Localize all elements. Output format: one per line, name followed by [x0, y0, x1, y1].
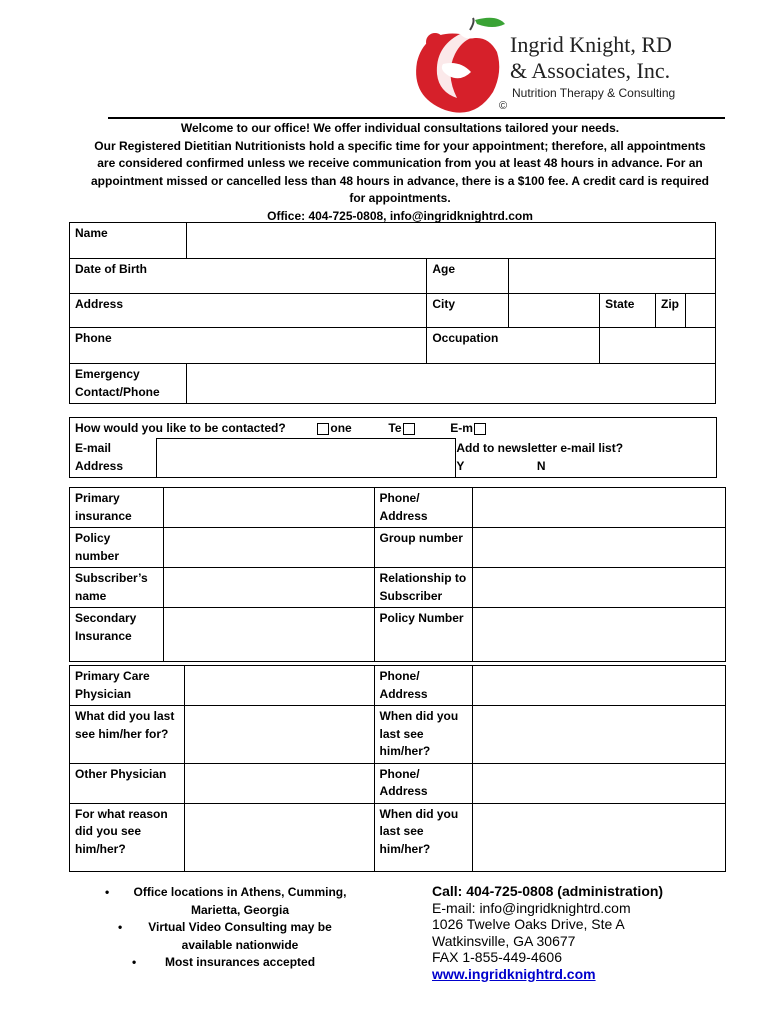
other-reason-field[interactable] [184, 803, 374, 871]
insurance-phone-label: Phone/ Address [374, 488, 473, 528]
city-label: City [427, 294, 509, 328]
pcp-phone-field[interactable] [473, 666, 726, 706]
city-field[interactable] [509, 294, 600, 328]
insurance-phone-field[interactable] [473, 488, 726, 528]
subscriber-name-label: Subscriber’s name [70, 568, 164, 608]
footer-address-line1: 1026 Twelve Oaks Drive, Ste A [432, 916, 625, 932]
office-contact-line: Office: 404-725-0808, info@ingridknightrd.com [267, 208, 533, 223]
footer-email: E-mail: info@ingridknightrd.com [432, 899, 631, 916]
contact-phone-option[interactable]: one [316, 420, 351, 438]
name-label: Name [70, 223, 187, 259]
occupation-label: Occupation [427, 328, 600, 364]
newsletter-question: Add to newsletter e-mail list? [456, 441, 624, 455]
dob-label: Date of Birth [70, 259, 427, 294]
age-label: Age [427, 259, 509, 294]
relationship-label: Relationship to Subscriber [374, 568, 473, 608]
pcp-when-label: When did you last see him/her? [374, 706, 473, 764]
zip-label: Zip [656, 294, 686, 328]
name-field[interactable] [186, 223, 715, 259]
occupation-field[interactable] [600, 328, 716, 364]
contact-question-row [70, 418, 717, 439]
zip-field[interactable] [686, 294, 716, 328]
logo-company-name: Ingrid Knight, RD [510, 32, 672, 57]
newsletter-yes[interactable]: Y [456, 458, 465, 473]
office-info-bullets [100, 884, 380, 972]
newsletter-no[interactable]: N [536, 458, 546, 473]
policy-number-label: Policy number [70, 528, 164, 568]
other-physician-field[interactable] [184, 763, 374, 803]
physician-table [69, 665, 726, 872]
emergency-field[interactable] [186, 364, 715, 404]
emergency-label: Emergency Contact/Phone [70, 364, 187, 404]
other-when-label: When did you last see him/her? [374, 803, 473, 871]
intro-line: appointment missed or cancelled less than 48 hours in advance, there is a $100 fee. A credit card is required [90, 173, 709, 188]
group-number-label: Group number [374, 528, 473, 568]
contact-text-option[interactable]: Te [388, 420, 415, 438]
logo-tagline: Nutrition Therapy & Consulting [512, 86, 676, 100]
other-phone-label: Phone/ Address [374, 763, 473, 803]
subscriber-name-field[interactable] [163, 568, 374, 608]
intro-line: for appointments. [349, 191, 451, 205]
bullet-item: • Most insurances accepted [100, 954, 380, 972]
phone-checkbox[interactable] [317, 423, 329, 435]
contact-preference-table [69, 417, 717, 478]
pcp-reason-field[interactable] [184, 706, 374, 764]
address-label: Address [70, 294, 427, 328]
relationship-field[interactable] [473, 568, 726, 608]
intro-line: Our Registered Dietitian Nutritionists hold a specific time for your appointment; therefore, all appointments [94, 138, 706, 153]
email-field[interactable] [156, 438, 455, 478]
call-line: Call: 404-725-0808 (administration) [432, 883, 664, 899]
copyright-mark: © [499, 100, 508, 112]
email-label: E-mail Address [70, 438, 157, 478]
footer-fax: FAX 1-855-449-4606 [432, 949, 562, 965]
phone-label: Phone [70, 328, 427, 364]
age-field[interactable] [509, 259, 716, 294]
contact-block [432, 883, 663, 982]
insurance-table [69, 487, 726, 662]
pcp-label: Primary Care Physician [70, 666, 185, 706]
secondary-policy-label: Policy Number [374, 608, 473, 662]
secondary-policy-field[interactable] [473, 608, 726, 662]
email-checkbox[interactable] [474, 423, 486, 435]
pcp-phone-label: Phone/ Address [374, 666, 473, 706]
logo-company-name-line2: & Associates, Inc. [510, 58, 671, 83]
pcp-field[interactable] [184, 666, 374, 706]
personal-info-table [69, 222, 716, 404]
footer-address-line2: Watkinsville, GA 30677 [432, 932, 576, 949]
other-phone-field[interactable] [473, 763, 726, 803]
group-number-field[interactable] [473, 528, 726, 568]
other-reason-label: For what reason did you see him/her? [70, 803, 185, 871]
intro-paragraph [70, 120, 730, 225]
secondary-insurance-label: Secondary Insurance [70, 608, 164, 662]
bullet-icon: • [132, 955, 137, 969]
bullet-item: • Office locations in Athens, Cumming, Marietta, Georgia [105, 885, 347, 917]
bullet-icon: • [105, 885, 110, 899]
other-physician-label: Other Physician [70, 763, 185, 803]
contact-question: How would you like to be contacted? [75, 421, 286, 435]
pcp-when-field[interactable] [473, 706, 726, 764]
intro-line: Welcome to our office! We offer individual consultations tailored your needs. [180, 121, 620, 135]
other-when-field[interactable] [473, 803, 726, 871]
intro-line: are considered confirmed unless we receive communication from you at least 48 hours in advance. For an [97, 156, 703, 170]
text-checkbox[interactable] [403, 423, 415, 435]
website-link[interactable]: www.ingridknightrd.com [432, 965, 596, 982]
state-label: State [600, 294, 656, 328]
header-divider [108, 117, 725, 119]
secondary-insurance-field[interactable] [163, 608, 374, 662]
policy-number-field[interactable] [163, 528, 374, 568]
bullet-item: • Virtual Video Consulting may be available nationwide [118, 920, 332, 952]
bullet-icon: • [118, 920, 123, 934]
primary-insurance-label: Primary insurance [70, 488, 164, 528]
contact-email-option[interactable]: E-m [450, 420, 487, 438]
pcp-reason-label: What did you last see him/her for? [70, 706, 185, 764]
primary-insurance-field[interactable] [163, 488, 374, 528]
newsletter-cell [456, 438, 717, 478]
